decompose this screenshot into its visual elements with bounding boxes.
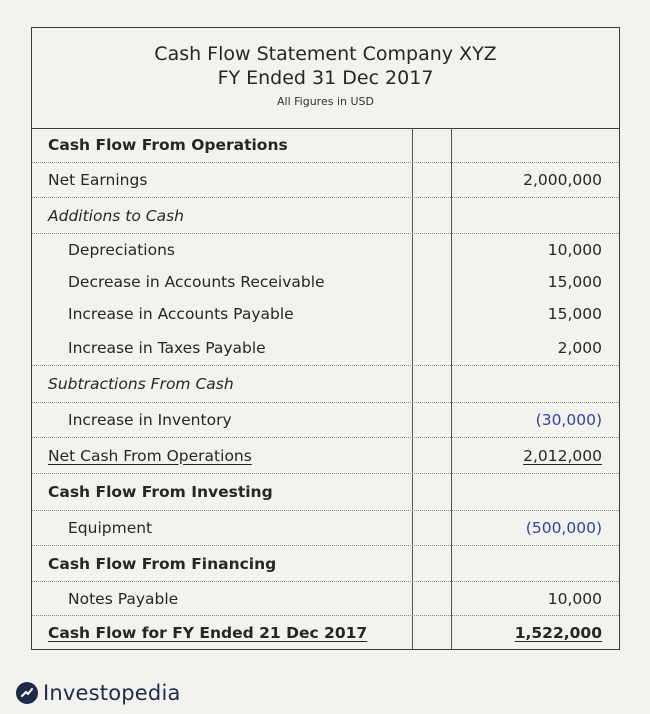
row-label: Cash Flow From Financing xyxy=(48,554,277,573)
row-label: Equipment xyxy=(68,519,153,537)
table-row xyxy=(32,298,619,330)
table-row xyxy=(32,163,619,198)
row-label: Notes Payable xyxy=(68,589,179,608)
statement-header xyxy=(32,28,619,129)
row-value: 2,000 xyxy=(557,338,602,357)
cash-flow-statement xyxy=(31,27,620,650)
row-label: Cash Flow From Operations xyxy=(48,136,288,154)
row-label: Cash Flow for FY Ended 21 Dec 2017 xyxy=(48,623,368,642)
row-value: 2,012,000 xyxy=(523,446,602,465)
row-label: Subtractions From Cash xyxy=(48,375,234,393)
row-label: Cash Flow From Investing xyxy=(48,483,273,501)
investopedia-logo-icon xyxy=(16,682,38,704)
row-value: 10,000 xyxy=(547,589,602,608)
table-row xyxy=(32,234,619,266)
section-row-investing xyxy=(32,474,619,511)
row-label: Depreciations xyxy=(68,241,175,259)
total-row xyxy=(32,616,619,649)
section-row-operations xyxy=(32,128,619,163)
row-label: Increase in Accounts Payable xyxy=(68,305,294,323)
subsection-row-subtractions xyxy=(32,366,619,403)
logo-text: Investopedia xyxy=(43,681,181,705)
row-value: (500,000) xyxy=(525,519,602,537)
table-row xyxy=(32,511,619,546)
row-value: 1,522,000 xyxy=(514,623,602,642)
row-value: 15,000 xyxy=(547,305,602,323)
row-label: Decrease in Accounts Receivable xyxy=(68,273,325,291)
row-label: Net Cash From Operations xyxy=(48,446,252,465)
currency-note: All Figures in USD xyxy=(277,95,374,108)
statement-subtitle: FY Ended 31 Dec 2017 xyxy=(217,67,434,89)
row-value: 2,000,000 xyxy=(523,171,602,189)
table-row xyxy=(32,266,619,298)
row-value: 10,000 xyxy=(547,241,602,259)
table-row xyxy=(32,582,619,616)
row-label: Additions to Cash xyxy=(48,206,184,225)
section-row-financing xyxy=(32,546,619,582)
statement-title: Cash Flow Statement Company XYZ xyxy=(154,43,497,65)
row-label: Net Earnings xyxy=(48,171,148,189)
subsection-row-additions xyxy=(32,198,619,234)
row-label: Increase in Inventory xyxy=(68,411,232,429)
row-value: 15,000 xyxy=(547,273,602,291)
row-value: (30,000) xyxy=(535,411,602,429)
subtotal-row-operations xyxy=(32,438,619,474)
table-row xyxy=(32,403,619,438)
row-label: Increase in Taxes Payable xyxy=(68,338,266,357)
investopedia-logo[interactable] xyxy=(16,681,181,705)
table-row xyxy=(32,330,619,366)
